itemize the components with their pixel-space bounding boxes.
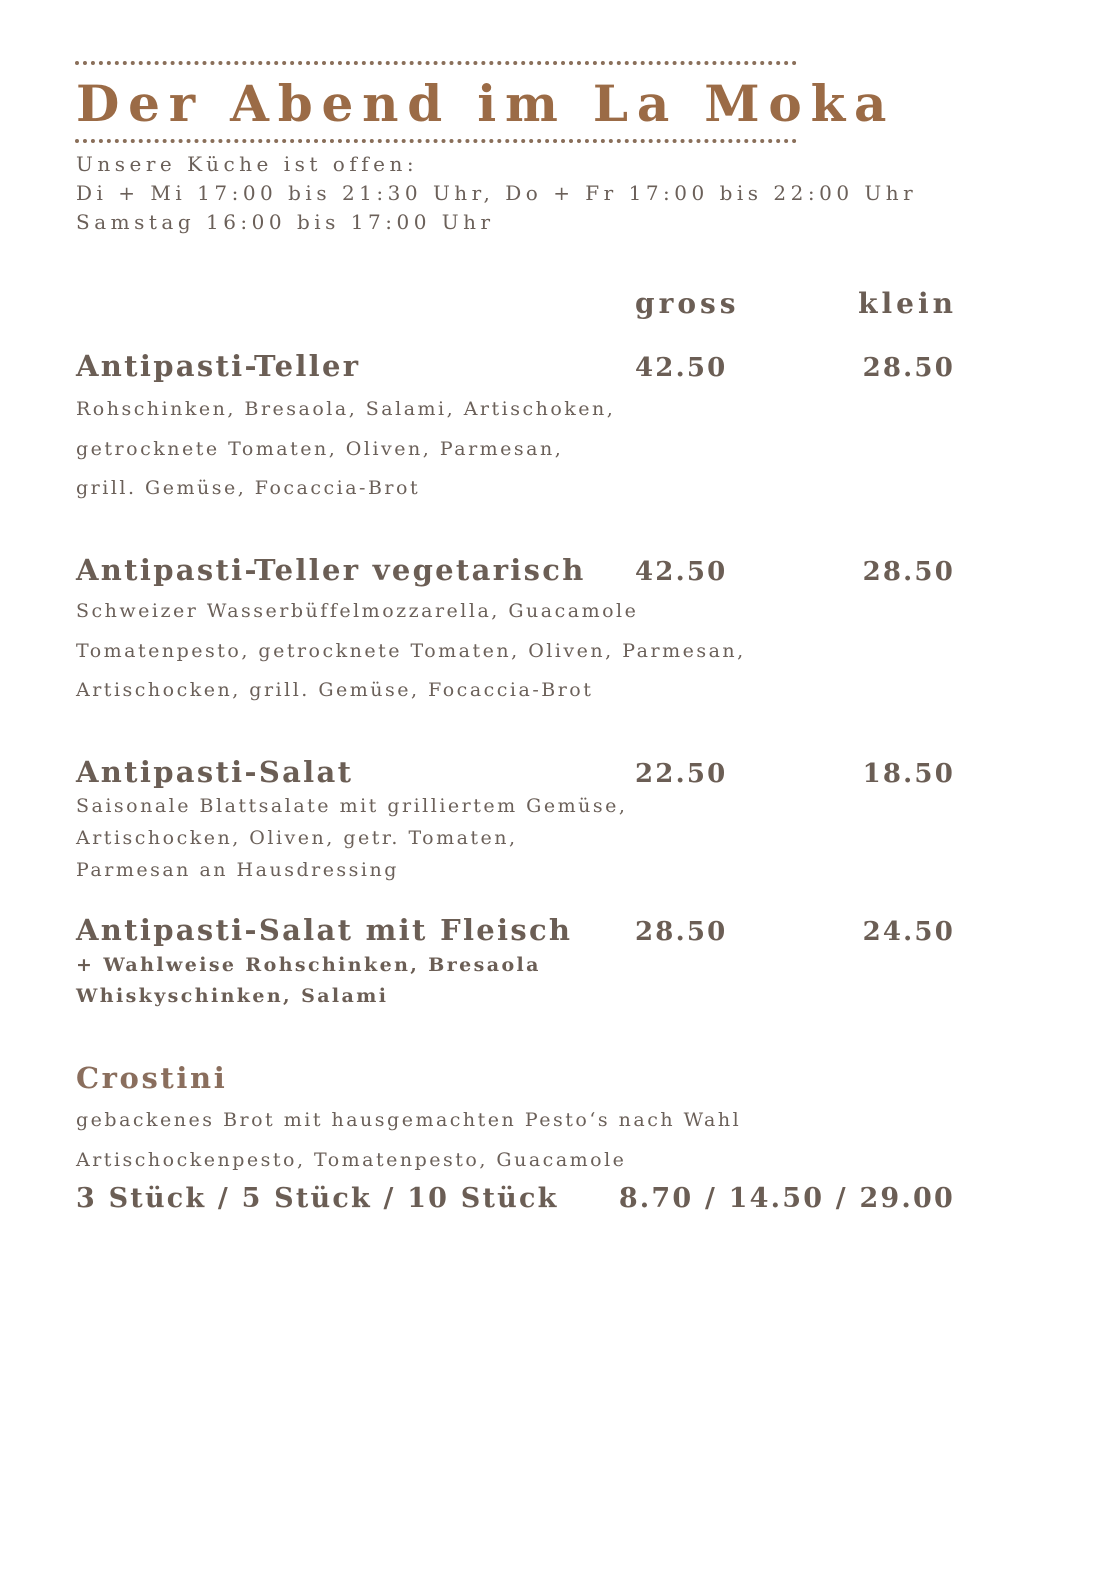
crostini-prices: 8.70 / 14.50 / 29.00: [618, 1183, 955, 1214]
item-description: Artischocken, grill. Gemüse, Focaccia-Brot: [76, 679, 594, 701]
item-description: Artischocken, Oliven, getr. Tomaten,: [76, 827, 518, 849]
price-klein: 18.50: [862, 759, 955, 789]
price-gross: 42.50: [635, 353, 728, 383]
price-gross: 22.50: [635, 759, 728, 789]
price-klein: 28.50: [862, 353, 955, 383]
item-description: getrocknete Tomaten, Oliven, Parmesan,: [76, 438, 564, 460]
item-description: Whiskyschinken, Salami: [76, 985, 389, 1007]
item-description: Schweizer Wasserbüffelmozzarella, Guacamole: [76, 600, 639, 622]
item-name: Crostini: [76, 1061, 228, 1095]
item-description: Rohschinken, Bresaola, Salami, Artischoken,: [76, 398, 616, 420]
item-name: Antipasti-Salat mit Fleisch: [76, 913, 573, 947]
item-description: grill. Gemüse, Focaccia-Brot: [76, 477, 421, 499]
price-gross: 28.50: [635, 917, 728, 947]
bottom-dotted-rule: [75, 139, 797, 143]
kitchen-hours-label: Unsere Küche ist offen:: [76, 152, 419, 176]
price-klein: 24.50: [862, 917, 955, 947]
price-gross: 42.50: [635, 557, 728, 587]
item-description: gebackenes Brot mit hausgemachten Pesto‘s nach Wahl: [76, 1109, 742, 1131]
top-dotted-rule: [75, 61, 797, 65]
price-klein: 28.50: [862, 557, 955, 587]
item-description: Parmesan an Hausdressing: [76, 859, 399, 881]
page-title: Der Abend im La Moka: [76, 74, 896, 133]
item-description: Artischockenpesto, Tomatenpesto, Guacamole: [76, 1149, 627, 1171]
crostini-sizes: 3 Stück / 5 Stück / 10 Stück: [76, 1183, 559, 1214]
item-description: + Wahlweise Rohschinken, Bresaola: [76, 954, 541, 976]
column-header-gross: gross: [635, 287, 740, 320]
kitchen-hours-saturday: Samstag 16:00 bis 17:00 Uhr: [76, 210, 495, 234]
item-name: Antipasti-Salat: [76, 755, 354, 789]
item-name: Antipasti-Teller vegetarisch: [76, 553, 586, 587]
item-name: Antipasti-Teller: [76, 349, 361, 383]
column-header-klein: klein: [858, 287, 957, 320]
kitchen-hours-weekdays: Di + Mi 17:00 bis 21:30 Uhr, Do + Fr 17:00 bis 22:00 Uhr: [76, 181, 918, 205]
item-description: Tomatenpesto, getrocknete Tomaten, Oliven, Parmesan,: [76, 640, 746, 662]
item-description: Saisonale Blattsalate mit grilliertem Gemüse,: [76, 795, 628, 817]
